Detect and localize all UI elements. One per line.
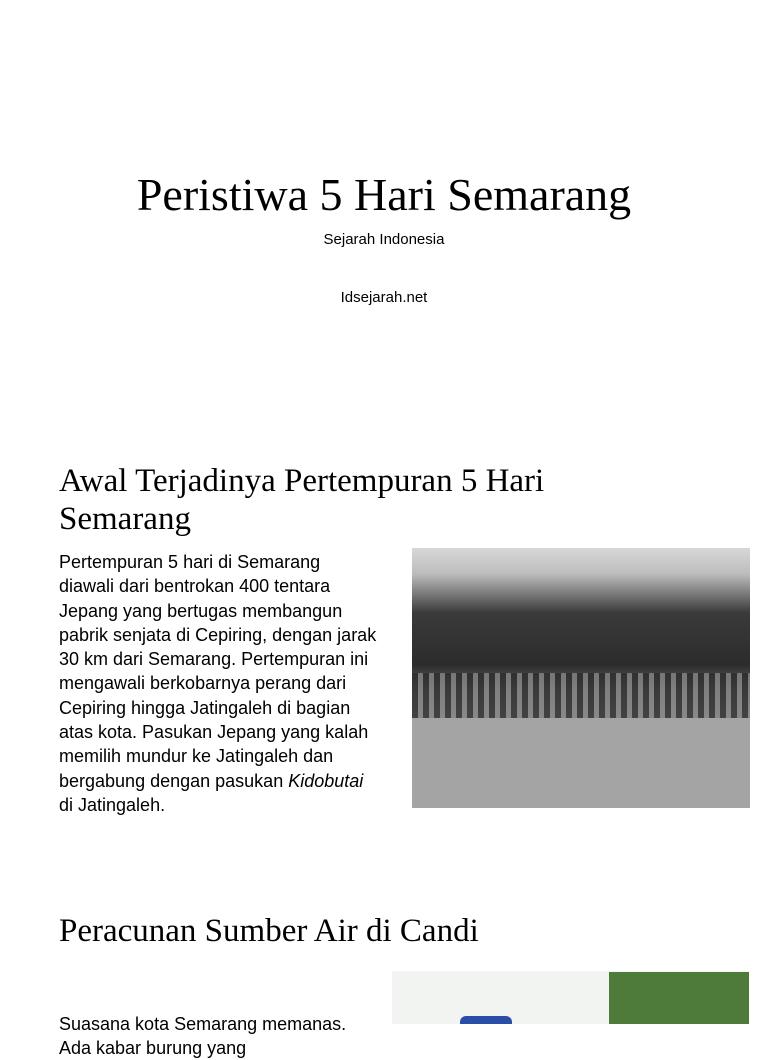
body-line: Ada kabar burung yang xyxy=(59,1038,247,1058)
body-line: di Jatingaleh. xyxy=(59,794,166,815)
body-line: atas kota. Pasukan Jepang yang kalah xyxy=(59,722,369,743)
body-line: Pertempuran 5 hari di Semarang xyxy=(59,552,321,572)
body-line xyxy=(59,769,376,793)
body-line: diawali dari bentrokan 400 tentara xyxy=(59,576,331,597)
body-line: memilih mundur ke Jatingaleh dan xyxy=(59,746,334,767)
slide-source: Idsejarah.net xyxy=(340,289,428,306)
heading-line: Awal Terjadinya Pertempuran 5 Hari xyxy=(59,463,545,499)
section-heading: Peracunan Sumber Air di Candi xyxy=(59,913,479,949)
section-heading xyxy=(59,462,544,538)
section-body xyxy=(59,550,376,817)
heading-line: Semarang xyxy=(59,501,191,537)
text: bergabung dengan pasukan xyxy=(59,770,289,791)
slide-subtitle: Sejarah Indonesia xyxy=(323,231,445,248)
body-line: mengawali berkobarnya perang dari xyxy=(59,673,347,694)
body-line: Jepang yang bertugas membangun xyxy=(59,600,343,621)
body-line: Cepiring hingga Jatingaleh di bagian xyxy=(59,697,351,718)
italic-term: Kidobutai xyxy=(288,770,364,791)
slide-title: Peristiwa 5 Hari Semarang xyxy=(136,169,632,220)
body-line: Suasana kota Semarang memanas. xyxy=(59,1014,347,1034)
body-line: 30 km dari Semarang. Pertempuran ini xyxy=(59,649,369,670)
section-body xyxy=(59,1012,346,1060)
historical-photo xyxy=(412,548,750,808)
candi-photo xyxy=(392,971,749,1024)
body-line: pabrik senjata di Cepiring, dengan jarak xyxy=(59,624,377,645)
